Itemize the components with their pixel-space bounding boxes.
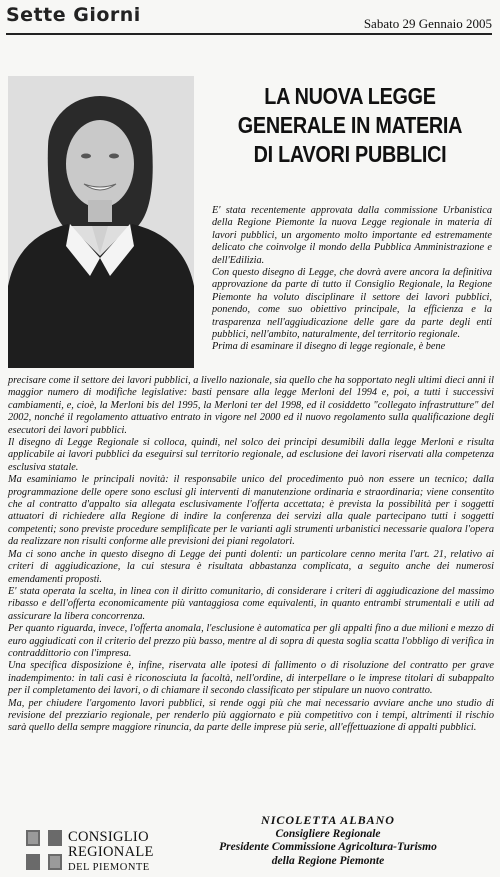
author-role: Consigliere Regionale (275, 827, 381, 840)
publication-date: Sabato 29 Gennaio 2005 (363, 16, 492, 31)
masthead (6, 4, 492, 34)
author-title-line-2: della Regione Piemonte (271, 854, 385, 867)
intro-paragraph: Con questo disegno di Legge, che dovrà avere ancora la definitiva approvazione da parte di tutto il Consiglio Regionale, la Regione Piemonte ha voluto disciplinare il settore dei lavori pubblici, ponendo, come suo obiettivo principale, la efficienza e la trasparenza nell'aggiudicazione delle gare da parte degli enti pubblici, nell'ambito, naturalmente, del territorio regionale. (212, 267, 492, 341)
body-paragraph: precisare come il settore dei lavori pubblici, a livello nazionale, sia quello che ha sopportato negli ultimi dieci anni il maggior numero di modifiche legislative: basti pensare alla legge Merloni del 1994 e, poi, a tutti i successivi cambiamenti, e, cioè, la Merloni bis del 1995, la Merloni ter del 1998, ed il cosiddetto "collegato infrastrutture" del 2002, nonché il regolamento attuativo entrato in vigore nel 2000 ed il nuovo regolamento sulla qualificazione degli esecutori dei lavori pubblici. (8, 375, 494, 436)
body-paragraph: Il disegno di Legge Regionale si colloca, quindi, nel solco dei principi desumibili dalla legge Merloni e risulta applicabile ai lavori pubblici da eseguirsi sul territorio regionale, ad esclusione dei lavori riservati alla competenza esclusiva statale. (8, 437, 494, 473)
headline-line-3: DI LAVORI PUBBLICI (253, 141, 447, 167)
body-paragraph: Ma esaminiamo le principali novità: il responsabile unico del procedimento può non essere un tecnico; dalla programmazione delle opere sono esclusi gli interventi di manutenzione ordinaria e straordinaria; viene consentito che al contratto d'appalto sia allegata esclusivamente l'offerta accettata; è prevista la possibilità per i soggetti attuatori di richiedere alla Regione di indire la conferenza dei servizi alla quale partecipano tutti i soggetti competenti; sono previste procedure semplificate per le varianti agli strumenti urbanistici necessarie qualora l'opera da realizzare non risulti conforme alle previsioni dei piani regolatori. (8, 474, 494, 548)
headline-line-2: GENERALE IN MATERIA (237, 112, 463, 138)
article-intro-column (212, 205, 492, 354)
body-paragraph: E' stata operata la scelta, in linea con il diritto comunitario, di considerare i criteri di aggiudicazione del massimo ribasso e dell'offerta economicamente più vantaggiosa come equivalenti, in quanto entrambi strumentali e utili ad assicurare la libera concorrenza. (8, 585, 494, 622)
newspaper-name: Sette Giorni (6, 4, 141, 26)
piemonte-emblem-icon (26, 830, 62, 870)
intro-paragraph: E' stata recentemente approvata dalla commissione Urbanistica della Regione Piemonte la nuova Legge regionale in materia di lavori pubblici, un argomento molto importante ed estremamente delicato che coinvolge il mondo della Pubblica Amministrazione e dell'Edilizia. (212, 205, 492, 266)
body-paragraph: Per quanto riguarda, invece, l'offerta anomala, l'esclusione è automatica per gli appalti fino a due milioni e mezzo di euro aggiudicati con il criterio del prezzo più basso, mentre al di sopra di questa soglia scatta l'obbligo di verifica in contraddittorio con l'impresa. (8, 623, 494, 659)
article-body (8, 375, 494, 735)
author-title-line-1: Presidente Commissione Agricoltura-Turismo (219, 841, 437, 853)
article-headline (225, 82, 474, 169)
logo-line-2: REGIONALE (68, 844, 154, 860)
body-paragraph: Ma, per chiudere l'argomento lavori pubblici, si rende oggi più che mai necessario avviare anche uno studio di revisione del prezziario regionale, per renderlo più aggiornato e più competitivo con i tempi, altrimenti il rischio sarà quello della sempre maggiore rinuncia, da parte delle imprese più serie, all'effettuazione di appalti pubblici. (8, 697, 494, 734)
headline-line-1: LA NUOVA LEGGE (264, 83, 436, 109)
body-paragraph: Una specifica disposizione è, infine, riservata alle ipotesi di fallimento o di risoluzione del contratto per grave inadempimento: in tali casi è riconosciuta la facoltà, nell'ordine, di interpellare o le imprese titolari di subappalto per il completamento dei lavori, o di chiamare il secondo classificato per stipulare un nuovo contratto. (8, 660, 494, 697)
masthead-rule (6, 33, 492, 35)
author-signature (178, 814, 478, 868)
author-photo (8, 76, 194, 368)
consiglio-regionale-logo (26, 828, 176, 873)
intro-paragraph: Prima di esaminare il disegno di legge regionale, è bene (212, 341, 446, 353)
portrait-image (8, 76, 194, 368)
body-paragraph: Ma ci sono anche in questo disegno di Legge dei punti dolenti: un particolare cenno merita l'art. 21, relativo ai criteri di aggiudicazione, la cui stesura è risultata abbastanza complicata, a seguito anche dei numerosi emendamenti proposti. (8, 548, 494, 585)
logo-line-3: DEL PIEMONTE (68, 862, 150, 873)
logo-line-1: CONSIGLIO (68, 829, 149, 845)
author-name: NICOLETTA ALBANO (261, 813, 395, 827)
